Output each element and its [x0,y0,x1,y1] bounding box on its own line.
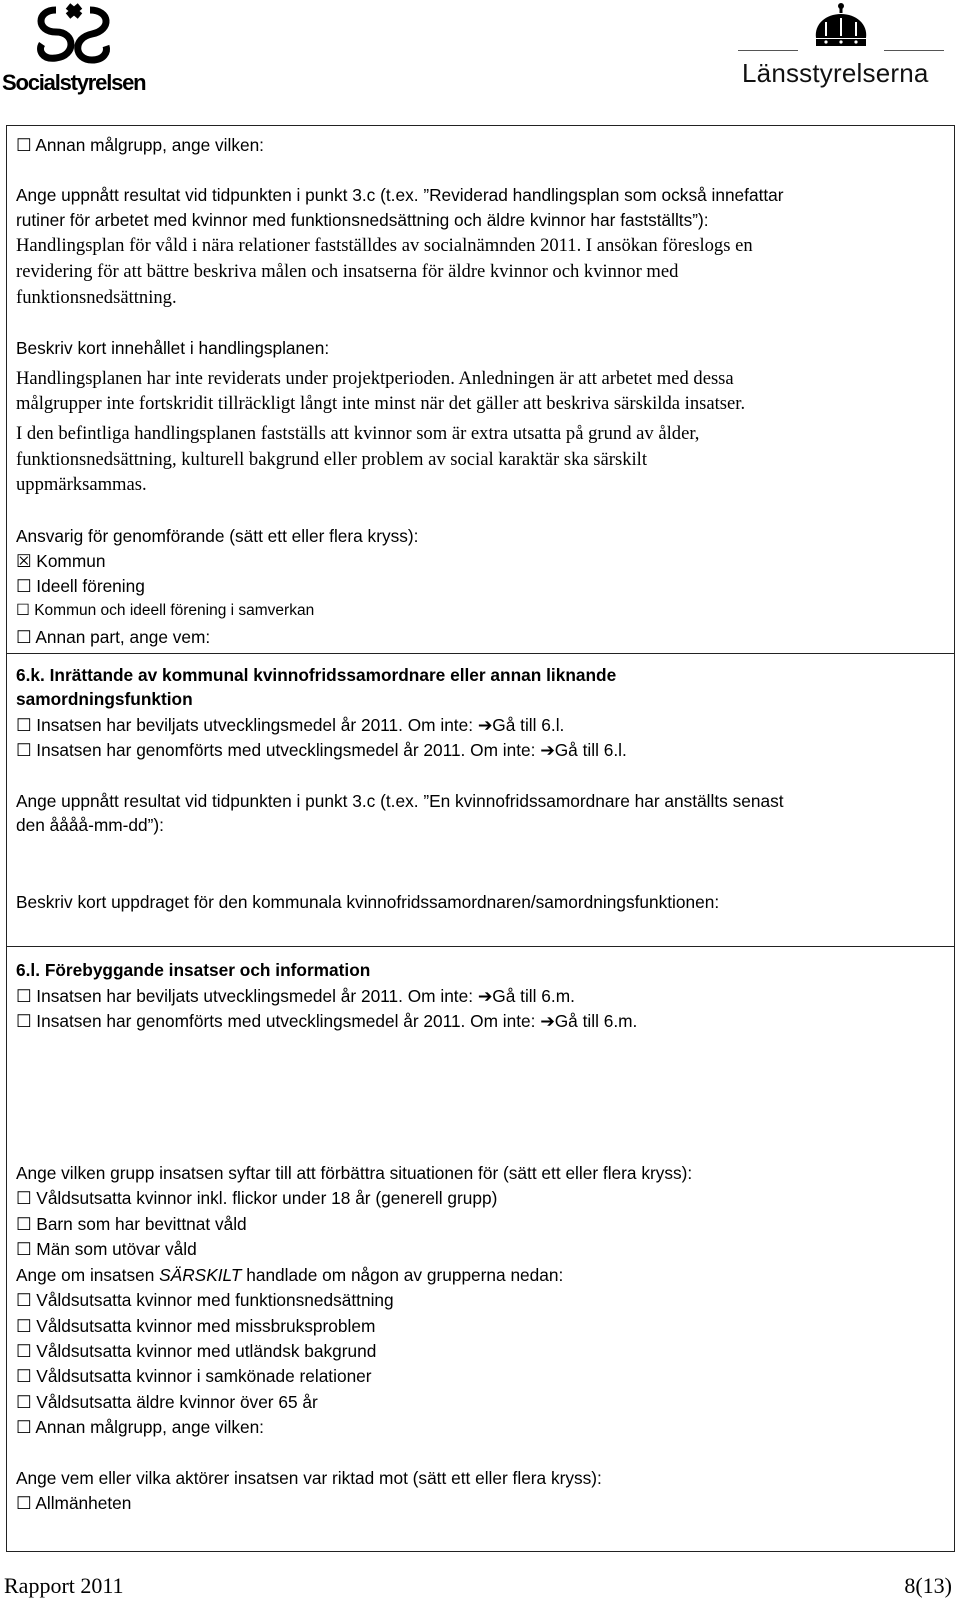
question-label: Beskriv kort innehållet i handlingsplanen: [16,338,330,358]
checkbox-genomforts-6k[interactable]: ☐ Insatsen har genomförts med utvecklingsmedel år 2011. Om inte: ➔Gå till 6.l. [16,740,627,760]
checkbox-annan-malgrupp[interactable]: ☐ Annan målgrupp, ange vilken: [16,1417,264,1437]
form-frame [6,125,955,1552]
question-label: Ange vilken grupp insatsen syftar till att förbättra situationen för (sätt ett eller flera kryss): [16,1163,693,1183]
section-divider [7,653,954,654]
checkbox-barn[interactable]: ☐ Barn som har bevittnat våld [16,1214,247,1234]
answer-text: uppmärksammas. [16,474,147,495]
answer-text: revidering för att bättre beskriva målen och insatserna för äldre kvinnor och kvinnor med [16,261,679,282]
checkbox-ideell-forening[interactable]: ☐ Ideell förening [16,576,145,596]
question-label: Beskriv kort uppdraget för den kommunala kvinnofridssamordnaren/samordningsfunktionen: [16,892,720,912]
question-label-part: handlade om någon av grupperna nedan: [241,1265,564,1285]
footer-report-label: Rapport 2011 [4,1573,124,1598]
answer-text: målgrupper inte fortskridit tillräckligt långt inte minst när det gäller att beskriva särskilda insatser. [16,393,746,414]
footer-page-number: 8(13) [904,1573,952,1598]
checkbox-annan-part[interactable]: ☐ Annan part, ange vem: [16,627,211,647]
logo-rule-right [884,50,944,51]
checkbox-beviljats-6l[interactable]: ☐ Insatsen har beviljats utvecklingsmedel år 2011. Om inte: ➔Gå till 6.m. [16,986,575,1006]
checkbox-samkonade-relationer[interactable]: ☐ Våldsutsatta kvinnor i samkönade relationer [16,1366,372,1386]
question-label: den åååå-mm-dd”): [16,815,164,835]
checkbox-beviljats-6k[interactable]: ☐ Insatsen har beviljats utvecklingsmedel år 2011. Om inte: ➔Gå till 6.l. [16,715,565,735]
checkbox-kommun-och-ideell[interactable]: ☐ Kommun och ideell förening i samverkan [16,602,315,619]
answer-text: I den befintliga handlingsplanen fastställs att kvinnor som är extra utsatta på grund av ålder, [16,423,700,444]
checkbox-valdsutsatta-kvinnor[interactable]: ☐ Våldsutsatta kvinnor inkl. flickor under 18 år (generell grupp) [16,1188,498,1208]
checkbox-aldre-kvinnor[interactable]: ☐ Våldsutsatta äldre kvinnor över 65 år [16,1392,318,1412]
question-label: Ange uppnått resultat vid tidpunkten i punkt 3.c (t.ex. ”En kvinnofridssamordnare har anställts senast [16,791,784,811]
section-divider [7,946,954,947]
socialstyrelsen-wordmark: Socialstyrelsen [2,70,146,95]
checkbox-funktionsnedsattning[interactable]: ☐ Våldsutsatta kvinnor med funktionsnedsättning [16,1290,394,1310]
page-header [0,0,960,110]
instruction-text: Ange uppnått resultat vid tidpunkten i punkt 3.c (t.ex. ”Reviderad handlingsplan som också innefattar [16,185,784,205]
section-heading-6k: 6.k. Inrättande av kommunal kvinnofridssamordnare eller annan liknande [16,665,617,685]
question-label: Ange vem eller vilka aktörer insatsen var riktad mot (sätt ett eller flera kryss): [16,1468,602,1488]
section-heading-6l: 6.l. Förebyggande insatser och information [16,960,371,980]
answer-text: funktionsnedsättning. [16,287,177,308]
crown-icon [810,2,872,48]
socialstyrelsen-logo [0,0,160,100]
checkbox-utlandsk-bakgrund[interactable]: ☐ Våldsutsatta kvinnor med utländsk bakgrund [16,1341,377,1361]
socialstyrelsen-emblem-icon [28,2,120,68]
checkbox-genomforts-6l[interactable]: ☐ Insatsen har genomförts med utvecklingsmedel år 2011. Om inte: ➔Gå till 6.m. [16,1011,638,1031]
checkbox-man[interactable]: ☐ Män som utövar våld [16,1239,197,1259]
lansstyrelserna-logo [736,0,946,100]
emphasis-sarskilt: SÄRSKILT [159,1265,242,1285]
question-label [16,1262,563,1288]
instruction-text: rutiner för arbetet med kvinnor med funktionsnedsättning och äldre kvinnor har fastställts”): [16,210,709,230]
lansstyrelserna-wordmark: Länsstyrelserna [742,58,929,88]
answer-text: Handlingsplanen har inte reviderats under projektperioden. Anledningen är att arbetet med dessa [16,368,734,389]
answer-text: Handlingsplan för våld i nära relationer fastställdes av socialnämnden 2011. I ansökan föreslogs en [16,235,753,256]
checkbox-missbruksproblem[interactable]: ☐ Våldsutsatta kvinnor med missbruksproblem [16,1316,376,1336]
section-heading-6k: samordningsfunktion [16,689,193,709]
checkbox-kommun[interactable]: ☒ Kommun [16,551,106,571]
checkbox-annan-malgrupp[interactable]: ☐ Annan målgrupp, ange vilken: [16,135,264,155]
question-label: Ansvarig för genomförande (sätt ett eller flera kryss): [16,526,419,546]
checkbox-allmanheten[interactable]: ☐ Allmänheten [16,1493,132,1513]
answer-text: funktionsnedsättning, kulturell bakgrund eller problem av social karaktär ska särskilt [16,449,647,470]
question-label-part: Ange om insatsen [16,1265,160,1285]
logo-rule-left [738,50,798,51]
